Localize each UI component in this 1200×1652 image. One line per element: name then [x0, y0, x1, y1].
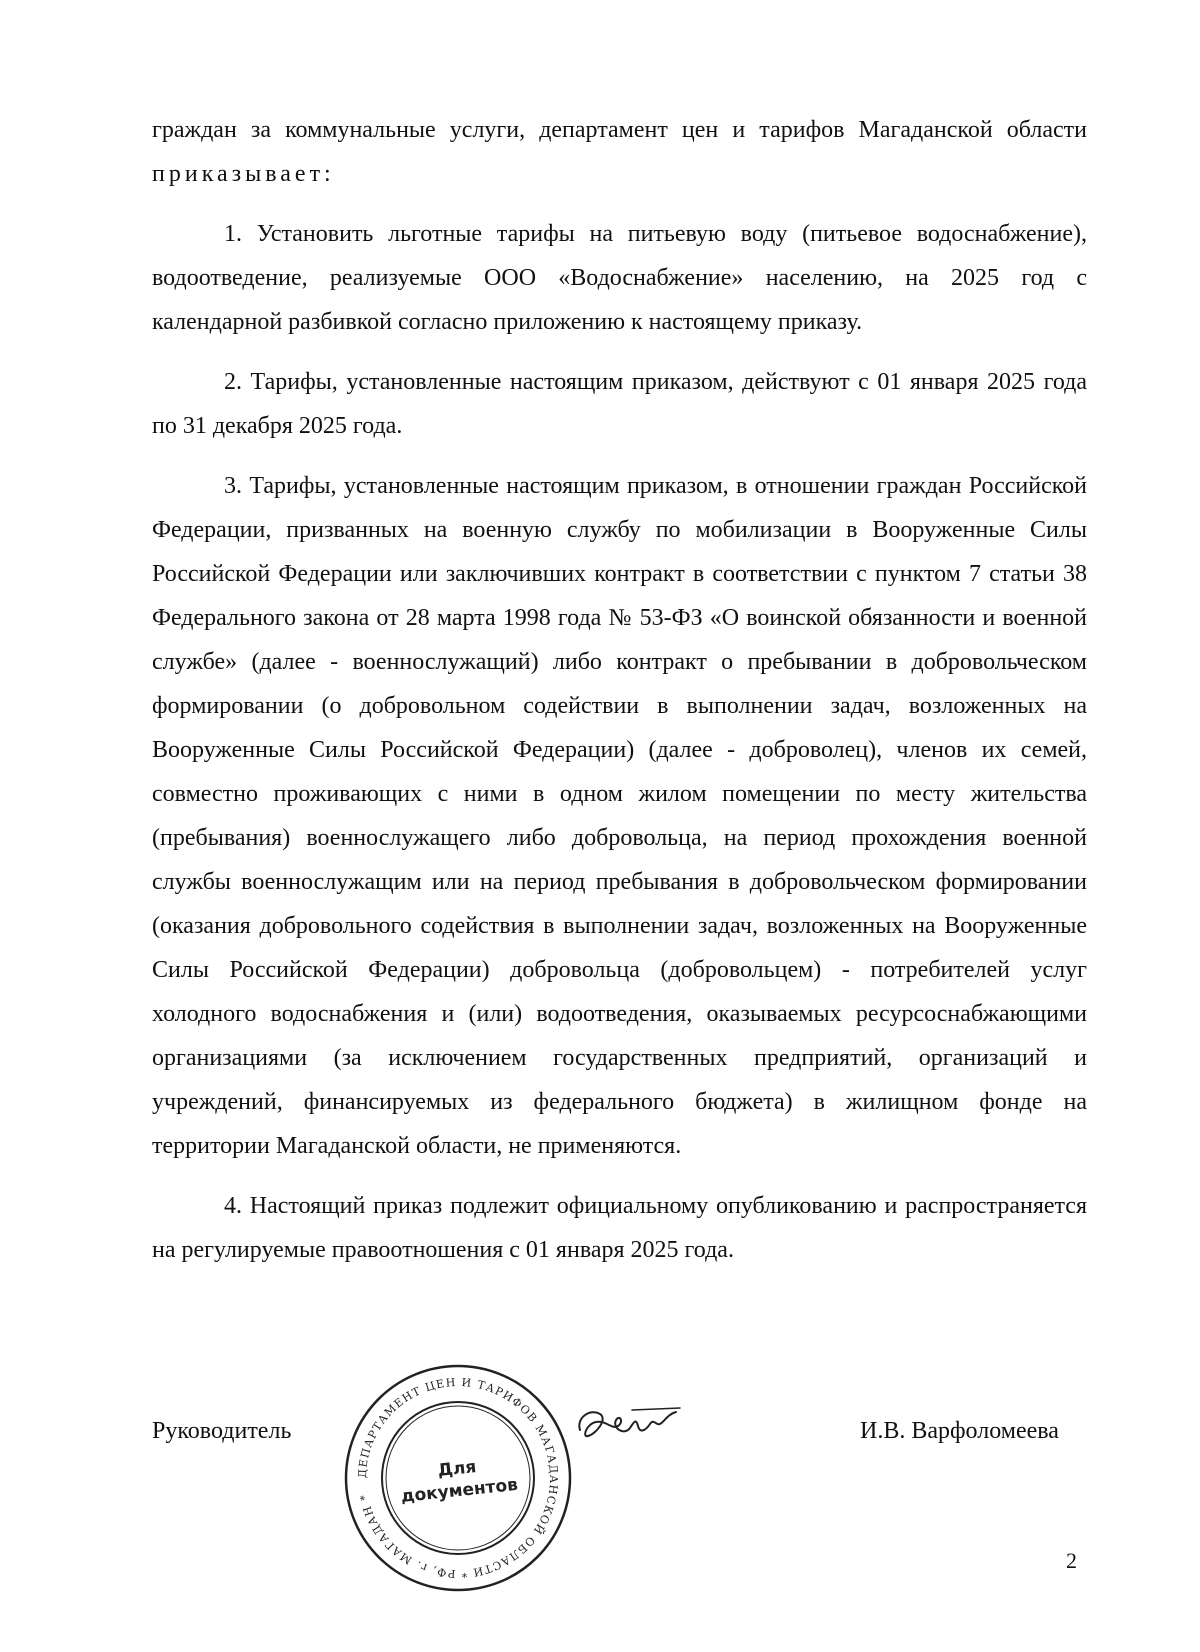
signatory-role: Руководитель [152, 1418, 292, 1444]
signatory-name: И.В. Варфоломеева [860, 1418, 1059, 1444]
paragraph-1: 1. Установить льготные тарифы на питьевую воду (питьевое водоснабжение), водоотведение, реализуемые ООО «Водоснабжение» населению, на 2025 год с календарной разбивкой согласно приложению к настоящему приказу. [152, 221, 1087, 335]
stamp-center-line-2: документов [399, 1474, 519, 1508]
paragraph-3: 3. Тарифы, установленные настоящим приказом, в отношении граждан Российской Федерации, призванных на военную службу по мобилизации в Вооруженные Силы Российской Федерации или заключивших контракт в соответствии с пунктом 7 статьи 38 Федерального закона от 28 марта 1998 года № 53-ФЗ «О воинской обязанности и военной службе» (далее - военнослужащий) либо контракт о пребывании в добровольческом формировании (о добровольном содействии в выполнении задач, возложенных на Вооруженные Силы Российской Федерации) (далее - доброволец), членов их семей, совместно проживающих с ними в одном жилом помещении по месту жительства (пребывания) военнослужащего либо добровольца, на период прохождения военной службы военнослужащим или на период пребывания в добровольческом формировании (оказания добровольного содействия в выполнении задач, возложенных на Вооруженные Силы Российской Федерации) добровольца (добровольцем) - потребителей услуг холодного водоснабжения и (или) водоотведения, оказываемых ресурсоснабжающими организациями (за исключением государственных предприятий, организаций и учреждений, финансируемых из федерального бюджета) в жилищном фонде на территории Магаданской области, не применяются. [152, 473, 1087, 1159]
paragraph-2: 2. Тарифы, установленные настоящим приказом, действуют с 01 января 2025 года по 31 декабря 2025 года. [152, 369, 1087, 439]
stamp-center-line-1: Для [436, 1457, 478, 1482]
intro-paragraph [152, 108, 1087, 196]
document-body [152, 108, 1087, 1288]
page-number: 2 [1066, 1548, 1077, 1573]
intro-text: граждан за коммунальные услуги, департамент цен и тарифов Магаданской области [152, 117, 1087, 143]
handwritten-signature [572, 1400, 682, 1450]
official-stamp [338, 1358, 578, 1598]
stamp-ring-text: ДЕПАРТАМЕНТ ЦЕН И ТАРИФОВ МАГАДАНСКОЙ ОБЛАСТИ * РФ, г. МАГАДАН * [355, 1375, 561, 1581]
intro-order-word: приказывает: [152, 161, 335, 187]
paragraph-4: 4. Настоящий приказ подлежит официальному опубликованию и распространяется на регулируемые правоотношения с 01 января 2025 года. [152, 1193, 1087, 1263]
